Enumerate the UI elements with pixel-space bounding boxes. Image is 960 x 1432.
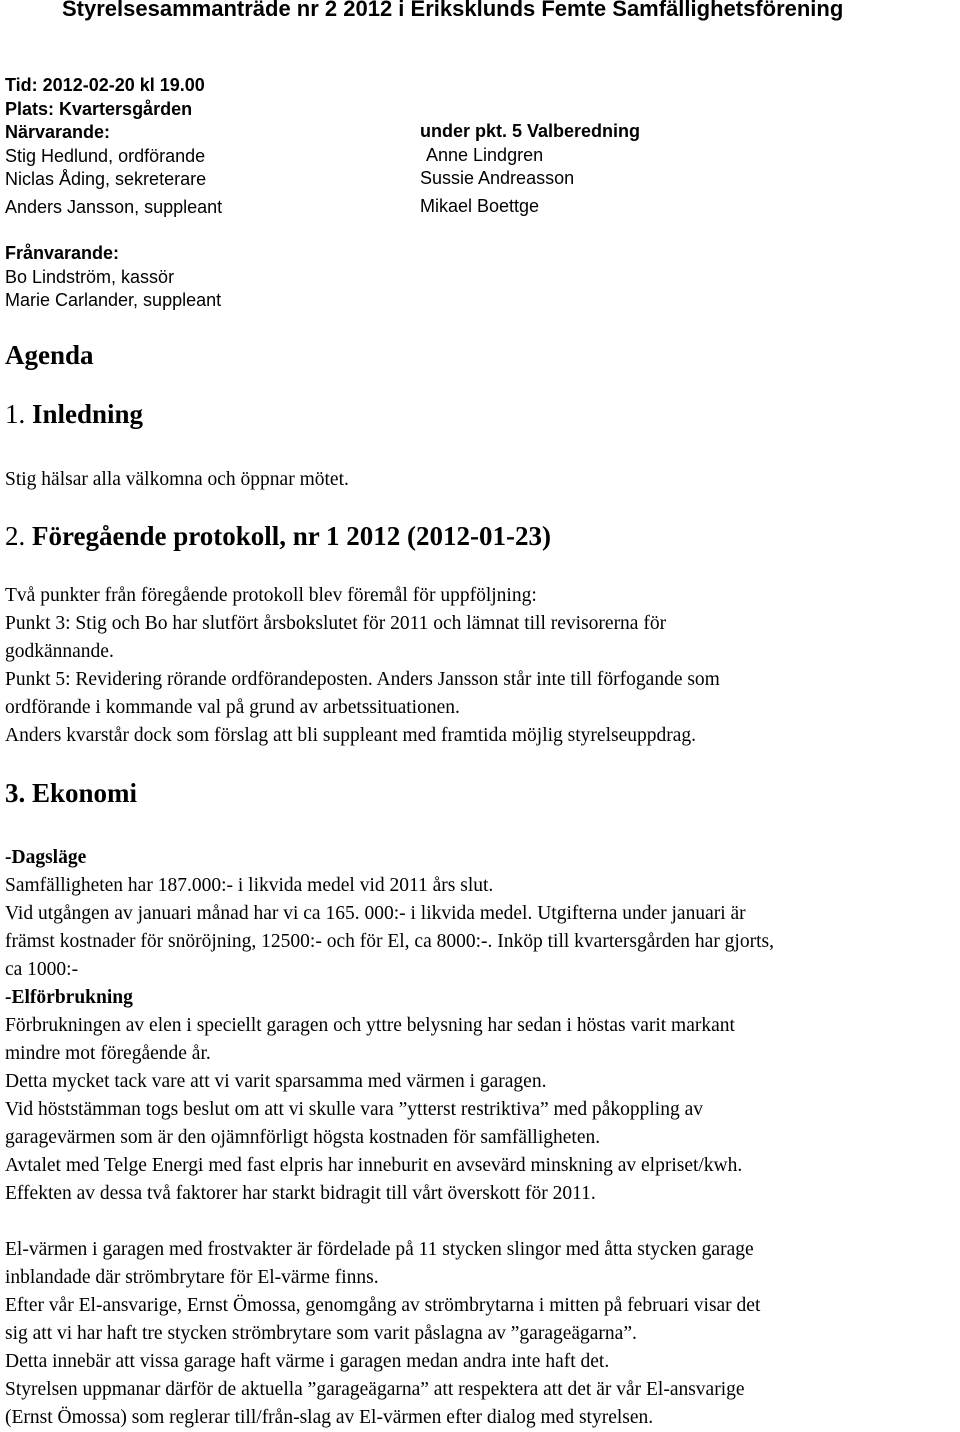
paragraph-line: (Ernst Ömossa) som reglerar till/från-slag av El-värmen efter dialog med styrelsen.	[5, 1407, 654, 1428]
section-heading	[5, 778, 137, 809]
paragraph-line: Detta innebär att vissa garage haft värme i garagen medan andra inte haft det.	[5, 1351, 610, 1372]
meeting-time: Tid: 2012-02-20 kl 19.00	[5, 75, 205, 95]
present-member: Niclas Åding, sekreterare	[5, 169, 207, 189]
present-member: Stig Hedlund, ordförande	[5, 145, 206, 166]
paragraph-line: ordförande i kommande val på grund av arbetssituationen.	[5, 697, 460, 718]
section-heading	[5, 399, 143, 430]
section-number: 1.	[5, 399, 26, 429]
agenda-heading: Agenda	[5, 340, 94, 370]
paragraph-line: Anders kvarstår dock som förslag att bli suppleant med framtida möjlig styrelseuppdrag.	[5, 725, 697, 746]
paragraph-line: Detta mycket tack vare att vi varit sparsamma med värmen i garagen.	[5, 1071, 547, 1092]
section-title: Inledning	[32, 399, 144, 429]
paragraph-line: Punkt 5: Revidering rörande ordförandeposten. Anders Jansson står inte till förfogande som	[5, 669, 720, 690]
meeting-place: Plats: Kvartersgården	[5, 98, 193, 119]
section-title: Ekonomi	[32, 778, 138, 808]
paragraph-line: sig att vi har haft tre stycken strömbrytare som varit påslagna av ”garageägarna”.	[5, 1323, 637, 1344]
section-title: Föregående protokoll, nr 1 2012 (2012-01-23)	[32, 521, 551, 551]
paragraph-line: Två punkter från föregående protokoll blev föremål för uppföljning:	[5, 585, 537, 606]
section-number: 2.	[5, 521, 26, 551]
meeting-info	[5, 74, 222, 219]
section-body	[5, 582, 955, 750]
absent-label: Frånvarande:	[5, 243, 120, 263]
paragraph-line: Vid utgången av januari månad har vi ca 165. 000:- i likvida medel. Utgifterna under januari är	[5, 903, 746, 924]
paragraph-line: Samfälligheten har 187.000:- i likvida medel vid 2011 års slut.	[5, 875, 494, 896]
paragraph-gap	[5, 1208, 955, 1236]
paragraph-line: Avtalet med Telge Energi med fast elpris har inneburit en avsevärd minskning av elpriset/kwh.	[5, 1155, 743, 1176]
absent-member: Bo Lindström, kassör	[5, 266, 175, 287]
document-title: Styrelsesammanträde nr 2 2012 i Eriksklunds Femte Samfällighetsförening	[62, 0, 844, 21]
paragraph-line: Efter vår El-ansvarige, Ernst Ömossa, genomgång av strömbrytarna i mitten på februari visar det	[5, 1295, 761, 1316]
paragraph-line: Förbrukningen av elen i speciellt garagen och yttre belysning har sedan i höstas varit markant	[5, 1015, 735, 1036]
paragraph-line: inblandade där strömbrytare för El-värme finns.	[5, 1267, 379, 1288]
guest-member: Mikael Boettge	[420, 195, 540, 216]
paragraph-line: godkännande.	[5, 641, 114, 662]
guest-member: Anne Lindgren	[426, 144, 544, 165]
subheading-elforbrukning: -Elförbrukning	[5, 987, 133, 1008]
subheading-dagslage: -Dagsläge	[5, 847, 87, 868]
paragraph-line: ca 1000:-	[5, 959, 79, 980]
guest-info	[420, 120, 640, 218]
guests-label: under pkt. 5 Valberedning	[420, 121, 641, 141]
absent-info	[5, 242, 221, 313]
paragraph-line: El-värmen i garagen med frostvakter är fördelade på 11 stycken slingor med åtta stycken garage	[5, 1239, 754, 1260]
guest-member: Sussie Andreasson	[420, 168, 575, 188]
absent-member: Marie Carlander, suppleant	[5, 290, 222, 310]
section-heading	[5, 521, 551, 552]
section-number: 3.	[5, 778, 26, 808]
paragraph-line: Effekten av dessa två faktorer har starkt bidragit till vårt överskott för 2011.	[5, 1183, 596, 1204]
section-text: Stig hälsar alla välkomna och öppnar mötet.	[5, 469, 349, 490]
paragraph-line: Punkt 3: Stig och Bo har slutfört årsbokslutet för 2011 och lämnat till revisorerna för	[5, 613, 667, 634]
section-body	[5, 844, 955, 1432]
present-label: Närvarande:	[5, 122, 111, 142]
present-member: Anders Jansson, suppleant	[5, 196, 223, 217]
paragraph-line: mindre mot föregående år.	[5, 1043, 211, 1064]
paragraph-line: Vid höststämman togs beslut om att vi skulle vara ”ytterst restriktiva” med påkoppling av	[5, 1099, 703, 1120]
paragraph-line: garagevärmen som är den ojämnförligt högsta kostnaden för samfälligheten.	[5, 1127, 601, 1148]
paragraph-line: främst kostnader för snöröjning, 12500:- och för El, ca 8000:-. Inköp till kvartersgården har gjorts,	[5, 931, 774, 952]
paragraph-line: Styrelsen uppmanar därför de aktuella ”garageägarna” att respektera att det är vår El-ansvarige	[5, 1379, 745, 1400]
